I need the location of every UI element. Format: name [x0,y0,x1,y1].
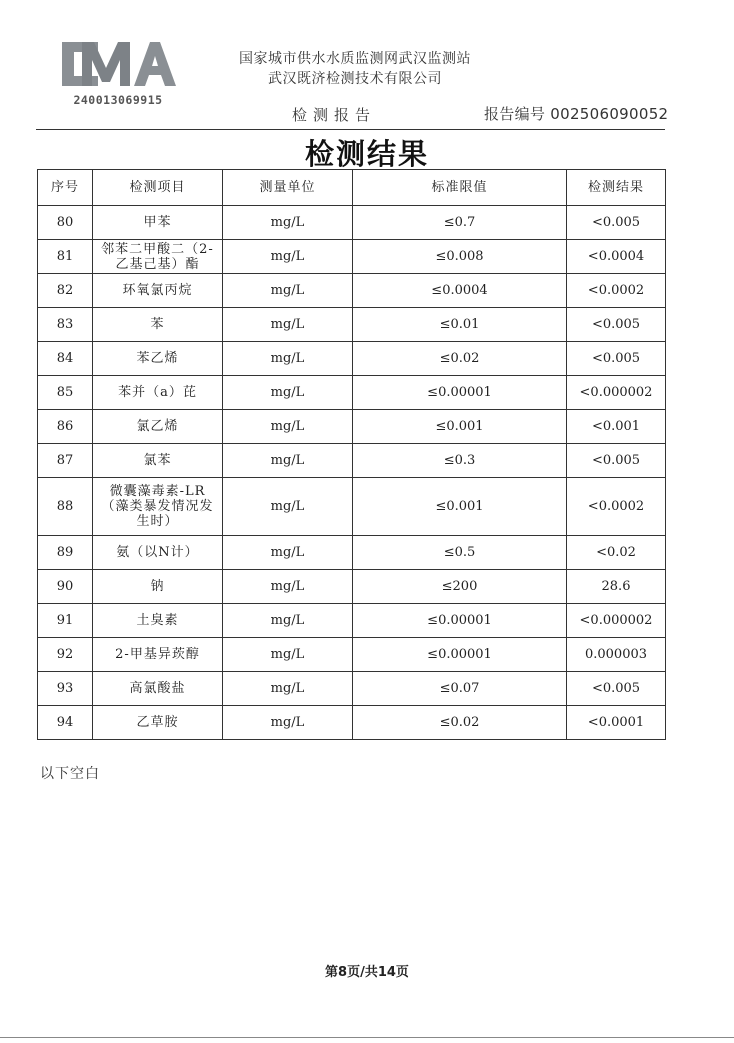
cell-unit: mg/L [223,410,353,444]
cell-result: <0.02 [567,536,666,570]
section-title: 检测结果 [304,137,429,171]
org-name-secondary: 武汉既济检测技术有限公司 [268,71,442,87]
cell-limit: ≤0.7 [353,206,567,240]
cell-limit: ≤0.0004 [353,274,567,308]
cell-item: 甲苯 [93,206,223,240]
cell-item: 土臭素 [93,604,223,638]
cell-result: <0.001 [567,410,666,444]
cell-result: <0.0001 [567,706,666,740]
cell-limit: ≤0.008 [353,240,567,274]
cell-limit: ≤0.5 [353,536,567,570]
org-name-primary: 国家城市供水水质监测网武汉监测站 [239,51,471,67]
cell-limit: ≤0.00001 [353,604,567,638]
report-number [484,103,668,124]
cell-result: <0.005 [567,308,666,342]
report-number-value: 002506090052 [550,105,669,123]
cell-unit: mg/L [223,206,353,240]
header-unit: 测量单位 [223,170,353,206]
table-row [38,638,666,672]
cell-unit: mg/L [223,444,353,478]
cell-no: 90 [38,570,93,604]
cell-no: 92 [38,638,93,672]
cell-unit: mg/L [223,570,353,604]
cell-limit: ≤0.00001 [353,376,567,410]
cell-limit: ≤0.3 [353,444,567,478]
cell-item: 氨（以N计） [93,536,223,570]
table-row [38,206,666,240]
page-number: 第8页/共14页 [325,965,409,980]
cell-unit: mg/L [223,604,353,638]
cell-item: 苯并（a）芘 [93,376,223,410]
cell-limit: ≤0.02 [353,342,567,376]
cell-no: 86 [38,410,93,444]
cell-item: 微囊藻毒素-LR（藻类暴发情况发生时） [93,478,223,536]
table-header-row [38,170,666,206]
cell-unit: mg/L [223,536,353,570]
cell-unit: mg/L [223,376,353,410]
cma-cert-number: 240013069915 [73,93,163,107]
header-no: 序号 [38,170,93,206]
cell-limit: ≤0.02 [353,706,567,740]
cell-unit: mg/L [223,672,353,706]
cell-result: 0.000003 [567,638,666,672]
cell-limit: ≤200 [353,570,567,604]
cell-item: 乙草胺 [93,706,223,740]
cell-result: 28.6 [567,570,666,604]
cell-no: 80 [38,206,93,240]
header-limit: 标准限值 [353,170,567,206]
cell-no: 87 [38,444,93,478]
table-row [38,308,666,342]
cell-unit: mg/L [223,478,353,536]
cell-item: 氯乙烯 [93,410,223,444]
cell-no: 81 [38,240,93,274]
header-divider [36,129,665,130]
header-result: 检测结果 [567,170,666,206]
cell-result: <0.005 [567,206,666,240]
cell-unit: mg/L [223,342,353,376]
cell-unit: mg/L [223,240,353,274]
table-row [38,240,666,274]
cell-limit: ≤0.001 [353,478,567,536]
cell-no: 93 [38,672,93,706]
cell-no: 82 [38,274,93,308]
cell-result: <0.000002 [567,604,666,638]
cell-result: <0.005 [567,342,666,376]
cell-result: <0.0004 [567,240,666,274]
cell-limit: ≤0.01 [353,308,567,342]
cell-no: 89 [38,536,93,570]
table-row [38,570,666,604]
cell-result: <0.005 [567,672,666,706]
table-row [38,376,666,410]
cell-no: 84 [38,342,93,376]
cell-item: 钠 [93,570,223,604]
cell-item: 邻苯二甲酸二（2-乙基己基）酯 [93,240,223,274]
report-number-label: 报告编号 [484,105,546,123]
cell-unit: mg/L [223,308,353,342]
table-row [38,672,666,706]
cell-item: 苯 [93,308,223,342]
cell-item: 苯乙烯 [93,342,223,376]
table-row [38,536,666,570]
cell-result: <0.0002 [567,478,666,536]
table-row [38,478,666,536]
end-of-data-note: 以下空白 [40,766,100,782]
cell-item: 高氯酸盐 [93,672,223,706]
cell-unit: mg/L [223,638,353,672]
cma-logo [58,38,178,90]
cell-item: 环氧氯丙烷 [93,274,223,308]
cell-item: 2-甲基异莰醇 [93,638,223,672]
cell-no: 94 [38,706,93,740]
cell-no: 83 [38,308,93,342]
cell-result: <0.000002 [567,376,666,410]
table-row [38,706,666,740]
table-row [38,342,666,376]
cell-result: <0.005 [567,444,666,478]
cell-unit: mg/L [223,274,353,308]
cell-no: 85 [38,376,93,410]
results-table [37,169,666,740]
table-row [38,410,666,444]
cell-limit: ≤0.00001 [353,638,567,672]
table-row [38,274,666,308]
cell-no: 91 [38,604,93,638]
cell-limit: ≤0.001 [353,410,567,444]
document-type: 检测报告 [292,106,377,124]
table-row [38,444,666,478]
bottom-divider [0,1037,734,1038]
cell-item: 氯苯 [93,444,223,478]
cell-result: <0.0002 [567,274,666,308]
cell-no: 88 [38,478,93,536]
cell-limit: ≤0.07 [353,672,567,706]
cell-unit: mg/L [223,706,353,740]
header-item: 检测项目 [93,170,223,206]
table-row [38,604,666,638]
